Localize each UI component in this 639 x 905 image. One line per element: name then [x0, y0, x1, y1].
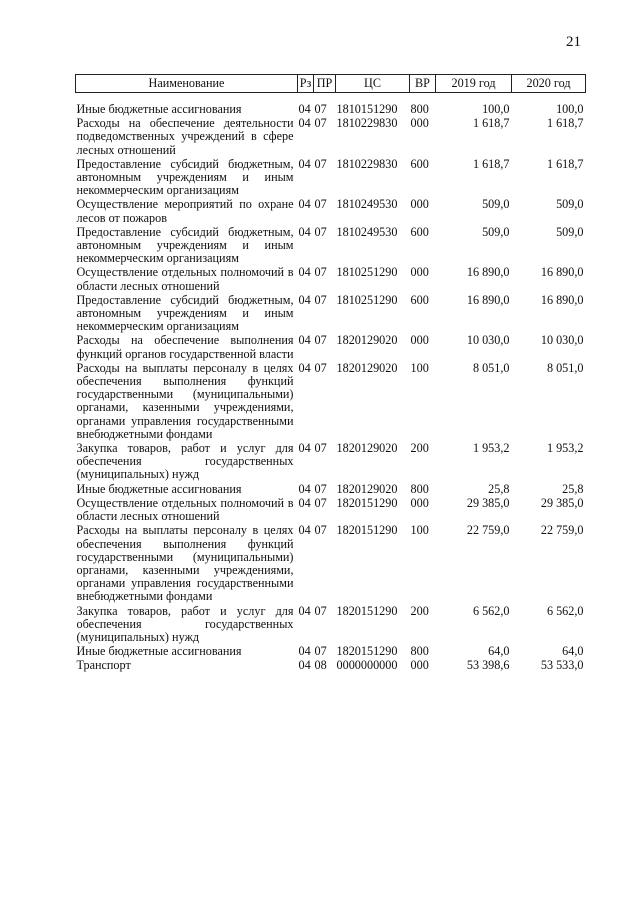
cell-name: Иные бюджетные ассигнования: [76, 644, 242, 659]
cell-cs: 1820151290: [336, 644, 398, 659]
cell-name: Осуществление отдельных полномочий в области лесных отношений: [76, 265, 294, 293]
cell-cs: 1810229830: [336, 116, 398, 131]
cell-pr: 07: [314, 116, 327, 131]
cell-name: Иные бюджетные ассигнования: [76, 102, 242, 116]
cell-cs: 1810229830: [336, 156, 398, 171]
cell-rz: 04: [298, 644, 311, 659]
cell-vr: 800: [410, 481, 429, 496]
table-row: [76, 659, 586, 673]
cell-rz: 04: [298, 523, 311, 538]
table-row: [76, 524, 586, 604]
cell-name: Предоставление субсидий бюджетным, автономным учреждениям и иным некоммерческим организациям: [76, 292, 294, 334]
table-header: [76, 75, 586, 93]
cell-name: Закупка товаров, работ и услуг для обеспечения государственных (муниципальных) нужд: [76, 441, 294, 482]
cell-vr: 600: [410, 156, 429, 171]
cell-rz: 04: [298, 360, 311, 375]
cell-pr: 07: [314, 333, 327, 348]
cell-cs: 1810249530: [336, 224, 398, 239]
cell-pr: 07: [314, 102, 327, 116]
cell-pr: 07: [314, 644, 327, 659]
table-row: [76, 362, 586, 442]
cell-cs: 1810251290: [336, 265, 398, 280]
cell-2020: 1 618,7: [546, 116, 584, 131]
cell-name: Транспорт: [76, 658, 131, 673]
cell-vr: 800: [410, 644, 429, 659]
cell-rz: 04: [298, 292, 311, 307]
cell-vr: 000: [410, 495, 429, 510]
cell-2020: 16 890,0: [540, 265, 584, 280]
cell-cs: 1820129020: [336, 360, 398, 375]
cell-pr: 07: [314, 224, 327, 239]
table-row: [76, 442, 586, 483]
table-row: [76, 266, 586, 293]
cell-rz: 04: [298, 658, 311, 673]
cell-2019: 64,0: [488, 644, 510, 659]
cell-2020: 509,0: [556, 197, 584, 212]
header-cs: ЦС: [336, 75, 410, 93]
cell-cs: 1810249530: [336, 197, 398, 212]
cell-cs: 1820151290: [336, 495, 398, 510]
cell-cs: 1820151290: [336, 603, 398, 618]
cell-name: Иные бюджетные ассигнования: [76, 481, 242, 496]
cell-2020: 8 051,0: [546, 360, 584, 375]
cell-name: Предоставление субсидий бюджетным, автономным учреждениям и иным некоммерческим организациям: [76, 224, 294, 266]
cell-2020: 1 618,7: [546, 156, 584, 171]
cell-rz: 04: [298, 224, 311, 239]
table-row: [76, 226, 586, 267]
cell-vr: 000: [410, 658, 429, 673]
cell-vr: 000: [410, 265, 429, 280]
cell-vr: 600: [410, 224, 429, 239]
header-rz: Рз: [298, 75, 314, 93]
cell-vr: 000: [410, 197, 429, 212]
table-row: [76, 103, 586, 117]
table-row: [76, 497, 586, 524]
cell-pr: 07: [314, 292, 327, 307]
cell-2019: 16 890,0: [466, 265, 510, 280]
cell-2020: 10 030,0: [540, 333, 584, 348]
header-2020: 2020 год: [512, 75, 586, 93]
cell-rz: 04: [298, 197, 311, 212]
cell-name: Расходы на выплаты персоналу в целях обеспечения выполнения функций государственными (муниципальными) органами, казенными учреждениями, органами управления государственными внебюджетными фондами: [76, 523, 294, 604]
cell-rz: 04: [298, 495, 311, 510]
cell-2019: 29 385,0: [466, 495, 510, 510]
cell-name: Предоставление субсидий бюджетным, автономным учреждениям и иным некоммерческим организациям: [76, 156, 294, 198]
table-body: [76, 93, 586, 674]
cell-cs: 1820129020: [336, 333, 398, 348]
cell-2020: 64,0: [562, 644, 584, 659]
cell-2019: 10 030,0: [466, 333, 510, 348]
cell-cs: 1820151290: [336, 523, 398, 538]
cell-rz: 04: [298, 265, 311, 280]
table-row: [76, 645, 586, 659]
cell-cs: 1820129020: [336, 481, 398, 496]
budget-table: [75, 74, 586, 674]
page-number: 21: [566, 34, 581, 50]
cell-2019: 1 618,7: [472, 116, 510, 131]
cell-vr: 000: [410, 116, 429, 131]
cell-2020: 16 890,0: [540, 292, 584, 307]
cell-vr: 200: [410, 441, 429, 456]
cell-rz: 04: [298, 116, 311, 131]
cell-cs: 1810151290: [336, 102, 398, 116]
table-row: [76, 334, 586, 361]
cell-2019: 22 759,0: [466, 523, 510, 538]
cell-rz: 04: [298, 603, 311, 618]
cell-rz: 04: [298, 333, 311, 348]
cell-vr: 200: [410, 603, 429, 618]
cell-name: Осуществление отдельных полномочий в области лесных отношений: [76, 495, 294, 524]
cell-name: Расходы на обеспечение деятельности подведомственных учреждений в сфере лесных отношений: [76, 116, 294, 157]
cell-pr: 07: [314, 441, 327, 456]
cell-pr: 07: [314, 197, 327, 212]
cell-2020: 1 953,2: [546, 441, 584, 456]
cell-2019: 25,8: [488, 481, 510, 496]
cell-pr: 07: [314, 360, 327, 375]
cell-2020: 29 385,0: [540, 495, 584, 510]
cell-pr: 07: [314, 265, 327, 280]
cell-2020: 53 533,0: [540, 658, 584, 673]
cell-vr: 100: [410, 523, 429, 538]
cell-name: Расходы на обеспечение выполнения функций органов государственной власти: [76, 333, 294, 361]
cell-2019: 1 953,2: [472, 441, 510, 456]
cell-pr: 07: [314, 481, 327, 496]
table-row: [76, 294, 586, 335]
cell-rz: 04: [298, 102, 311, 116]
table-row: [76, 158, 586, 199]
cell-2020: 100,0: [556, 102, 584, 116]
cell-rz: 04: [298, 441, 311, 456]
header-name: Наименование: [76, 75, 298, 93]
cell-2019: 53 398,6: [466, 658, 510, 673]
cell-vr: 600: [410, 292, 429, 307]
cell-cs: 0000000000: [336, 658, 398, 673]
cell-pr: 07: [314, 603, 327, 618]
cell-2020: 6 562,0: [546, 603, 584, 618]
table-row: [76, 605, 586, 646]
cell-rz: 04: [298, 156, 311, 171]
cell-vr: 100: [410, 360, 429, 375]
cell-2019: 100,0: [482, 102, 510, 116]
cell-name: Закупка товаров, работ и услуг для обеспечения государственных (муниципальных) нужд: [76, 603, 294, 644]
cell-rz: 04: [298, 481, 311, 496]
cell-name: Осуществление мероприятий по охране лесов от пожаров: [76, 197, 294, 225]
table-row: [76, 483, 586, 497]
cell-pr: 07: [314, 156, 327, 171]
cell-pr: 07: [314, 495, 327, 510]
cell-2019: 8 051,0: [472, 360, 510, 375]
header-pr: ПР: [314, 75, 336, 93]
cell-pr: 07: [314, 523, 327, 538]
header-2019: 2019 год: [436, 75, 512, 93]
cell-2019: 16 890,0: [466, 292, 510, 307]
cell-cs: 1810251290: [336, 292, 398, 307]
cell-2019: 509,0: [482, 224, 510, 239]
cell-vr: 800: [410, 102, 429, 116]
cell-vr: 000: [410, 333, 429, 348]
cell-cs: 1820129020: [336, 441, 398, 456]
cell-2020: 22 759,0: [540, 523, 584, 538]
cell-2020: 25,8: [562, 481, 584, 496]
cell-2019: 6 562,0: [472, 603, 510, 618]
header-vr: ВР: [410, 75, 436, 93]
cell-name: Расходы на выплаты персоналу в целях обеспечения выполнения функций государственными (муниципальными) органами, казенными учреждениями, органами управления государственными внебюджетными фондами: [76, 360, 294, 441]
cell-pr: 08: [314, 658, 327, 673]
table-row: [76, 117, 586, 158]
cell-2019: 509,0: [482, 197, 510, 212]
cell-2020: 509,0: [556, 224, 584, 239]
cell-2019: 1 618,7: [472, 156, 510, 171]
table-row: [76, 198, 586, 225]
